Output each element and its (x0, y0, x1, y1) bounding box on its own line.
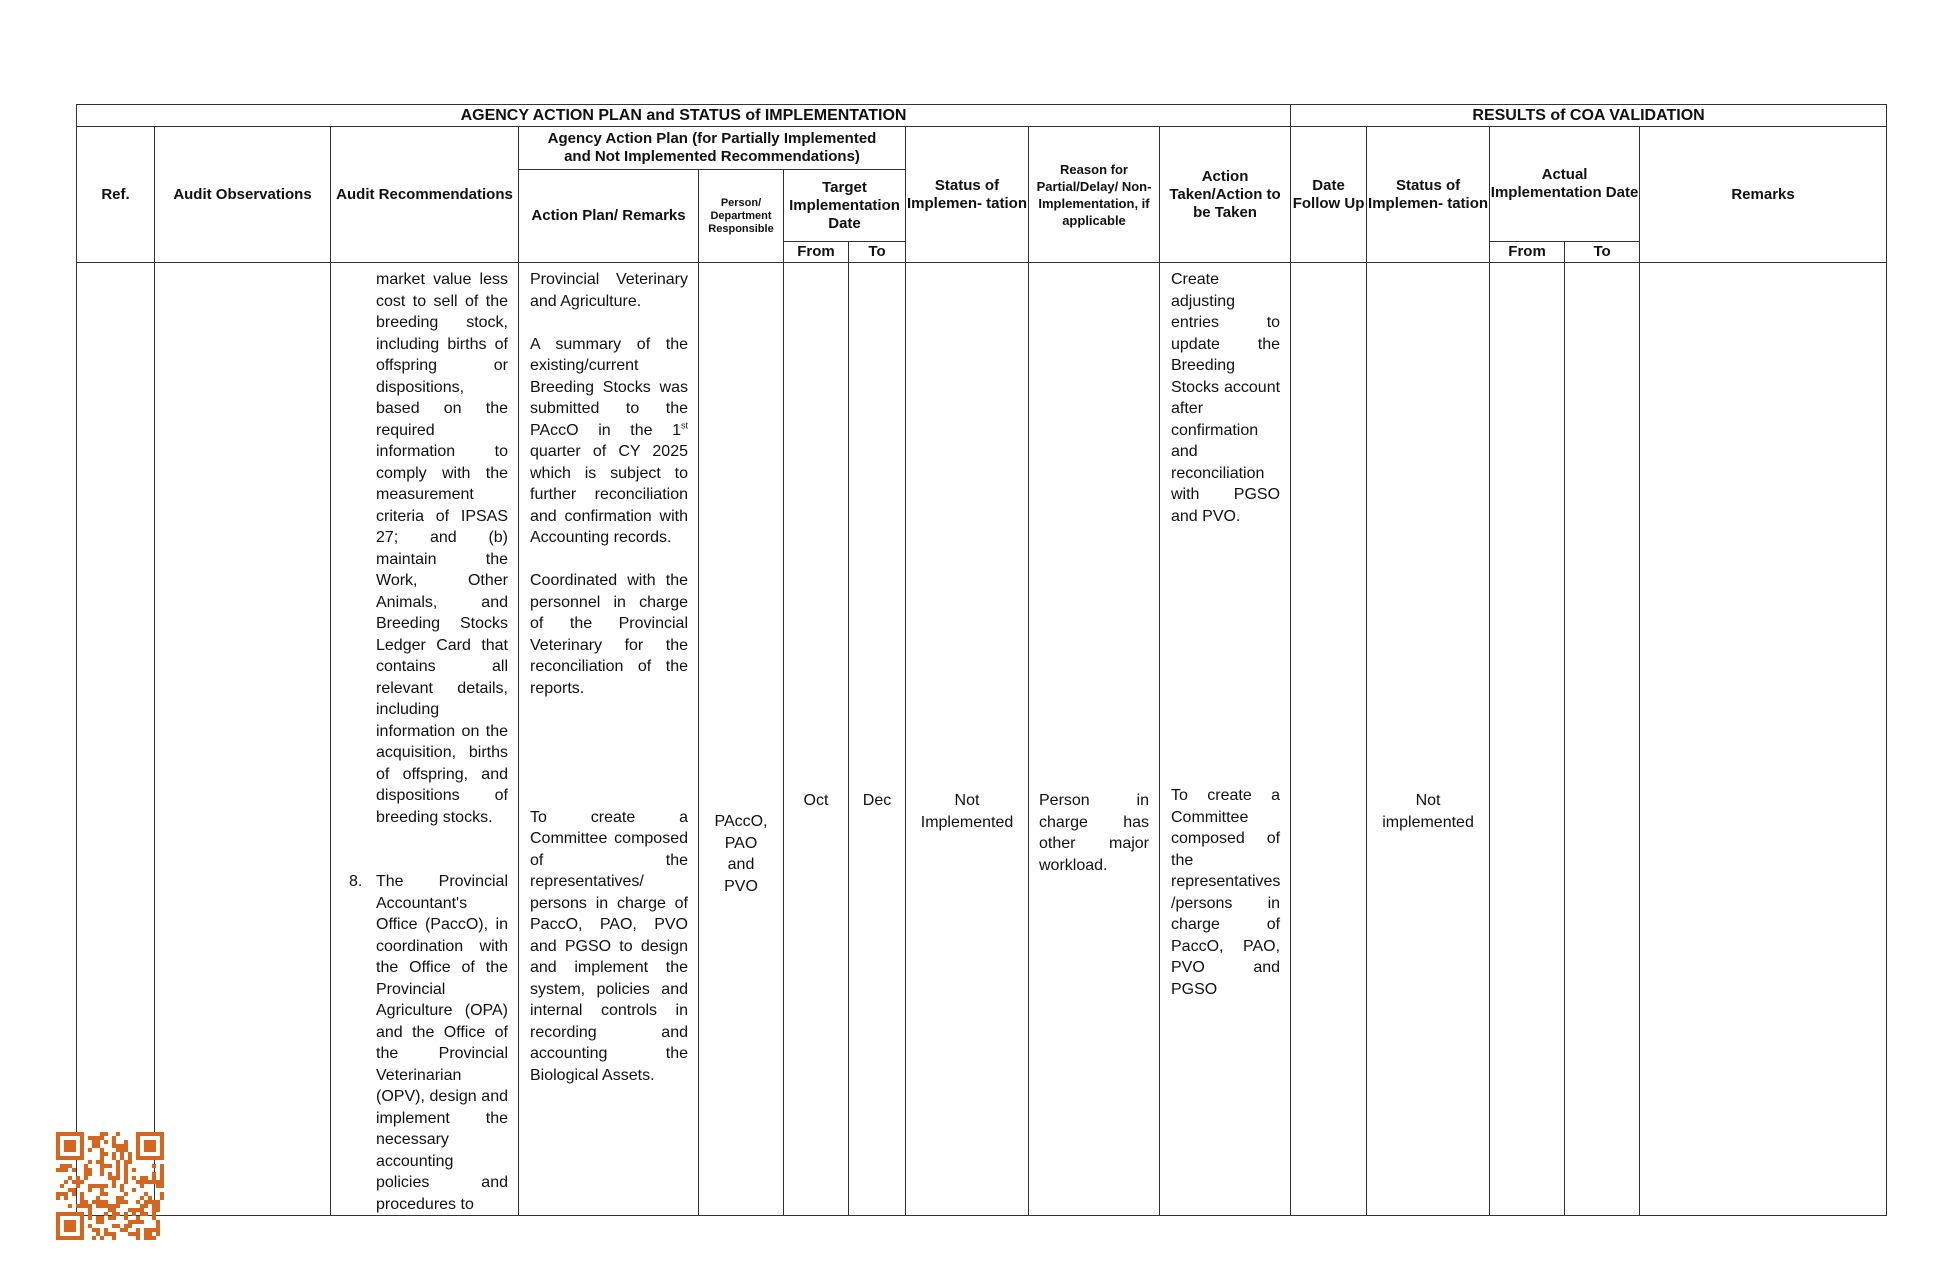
actual-date-header: Actual Implementation Date (1490, 127, 1640, 242)
remarks-header: Remarks (1640, 127, 1887, 263)
action-taken-8: To create a Committee composed of the representatives /persons in charge of PaccO, PAO, PVO and PGSO (1171, 787, 1281, 998)
remarks-cell (1640, 263, 1887, 1216)
agency-plan-group-header: Agency Action Plan (for Partially Implemented and Not Implemented Recommendations) (519, 127, 906, 170)
coa-status-8: Not implemented (1382, 792, 1474, 831)
target-date-header: Target Implementation Date (784, 170, 906, 242)
target-to-8: Dec (862, 792, 892, 809)
action-taken-1: Create adjusting entries to update the Breeding Stocks account after confirmation and reconciliation with PGSO and PVO. (1171, 271, 1281, 525)
action-plan-8-text: To create a Committee composed of the representatives/ persons in charge of PaccO, PAO, PVO and PGSO to design and implement the system, policies and internal controls in recording and accounting the Biological Assets. (530, 808, 688, 1084)
target-from-header: From (784, 242, 849, 263)
actual-from-header: From (1490, 242, 1565, 263)
coa-status-header: Status of Implemen- tation (1367, 127, 1490, 263)
audit-observations-cell (155, 263, 331, 1216)
coa-validation-title: RESULTS of COA VALIDATION (1291, 105, 1887, 127)
audit-recommendations-header: Audit Recommendations (331, 127, 519, 263)
status-header: Status of Implemen- tation (906, 127, 1029, 263)
reason-cell (1029, 263, 1160, 1216)
person-responsible-8: PAccO, PAO and PVO (714, 813, 768, 895)
coa-status-cell (1367, 263, 1490, 1216)
target-to-cell (849, 263, 906, 1216)
reason-8: Person in charge has other major workload. (1039, 792, 1149, 874)
actual-to-cell (1565, 263, 1640, 1216)
ref-cell (77, 263, 155, 1216)
audit-recommendations-cell (331, 263, 519, 1216)
action-plan-paragraph-3: Coordinated with the personnel in charge of the Provincial Veterinary for the reconciliation of the reports. (530, 572, 688, 697)
recommendation-8-text: The Provincial Accountant's Office (PaccO), in coordination with the Office of the Provincial Agriculture (OPA) and the Office of the Provincial Veterinarian (OPV), design and implement the necessary accounting policies and procedures to (376, 873, 508, 1213)
action-plan-paragraph-1: Provincial Veterinary and Agriculture. (530, 271, 688, 310)
date-follow-up-cell (1291, 263, 1367, 1216)
actual-to-header: To (1565, 242, 1640, 263)
status-cell (906, 263, 1029, 1216)
date-follow-up-header: Date Follow Up (1291, 127, 1367, 263)
target-from-cell (784, 263, 849, 1216)
ref-header: Ref. (77, 127, 155, 263)
action-taken-header: Action Taken/Action to be Taken (1160, 127, 1291, 263)
agency-action-plan-title: AGENCY ACTION PLAN and STATUS of IMPLEMENTATION (77, 105, 1291, 127)
action-taken-cell (1160, 263, 1291, 1216)
person-responsible-header: Person/ Department Responsible (699, 170, 784, 263)
action-plan-paragraph-2: A summary of the existing/current Breeding Stocks was submitted to the PAccO in the 1st quarter of CY 2025 which is subject to further reconciliation and confirmation with Accounting records. (530, 335, 688, 546)
target-to-header: To (849, 242, 906, 263)
qr-code-icon (56, 1132, 164, 1240)
person-responsible-cell (699, 263, 784, 1216)
recommendation-continued-text: market value less cost to sell of the breeding stock, including births of offspring or dispositions, based on the required information to comply with the measurement criteria of IPSAS 27; and (b) maintain the Work, Other Animals, and Breeding Stocks Ledger Card that contains all relevant details, including information on the acquisition, births of offspring, and dispositions of breeding stocks. (376, 271, 508, 826)
recommendation-number: 8. (349, 873, 363, 890)
action-plan-cell (519, 263, 699, 1216)
reason-header: Reason for Partial/Delay/ Non- Implementation, if applicable (1029, 127, 1160, 263)
actual-from-cell (1490, 263, 1565, 1216)
target-from-8: Oct (803, 792, 829, 809)
status-8: Not Implemented (920, 792, 1014, 831)
action-plan-header: Action Plan/ Remarks (519, 170, 699, 263)
action-plan-table (76, 104, 1887, 1216)
audit-observations-header: Audit Observations (155, 127, 331, 263)
